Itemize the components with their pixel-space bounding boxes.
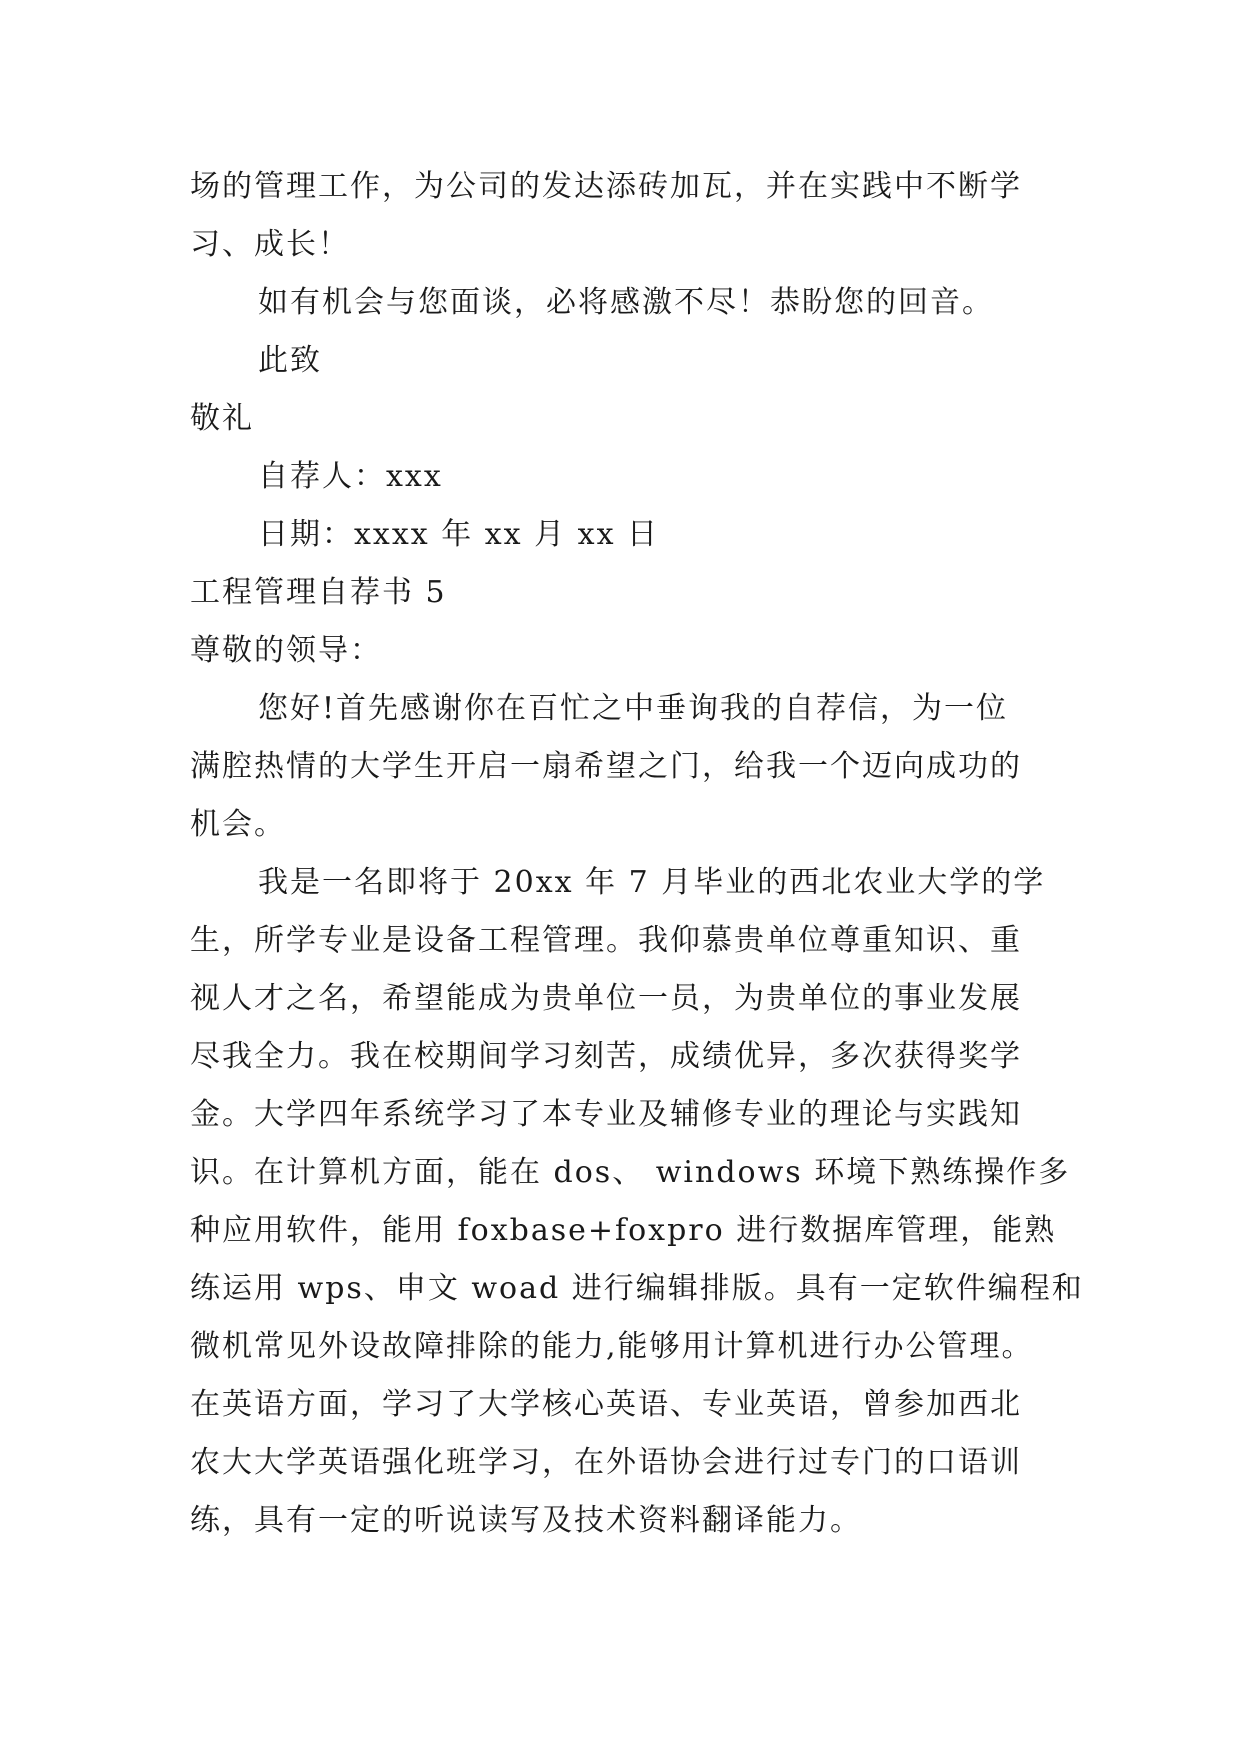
text-line: 您好!首先感谢你在百忙之中垂询我的自荐信，为一位 <box>258 691 1009 726</box>
text-line: 敬礼 <box>190 401 254 436</box>
text-line: 机会。 <box>190 807 286 842</box>
text-line: 满腔热情的大学生开启一扇希望之门，给我一个迈向成功的 <box>190 749 1022 784</box>
text-line: 日期：xxxx 年 xx 月 xx 日 <box>258 517 660 552</box>
text-line: 识。在计算机方面，能在 dos、 windows 环境下熟练操作多 <box>190 1155 1071 1190</box>
text-line: 工程管理自荐书 5 <box>190 575 447 610</box>
text-line: 视人才之名，希望能成为贵单位一员，为贵单位的事业发展 <box>190 981 1022 1016</box>
text-line: 练，具有一定的听说读写及技术资料翻译能力。 <box>190 1503 862 1538</box>
document-body <box>190 158 1084 1550</box>
text-line: 微机常见外设故障排除的能力,能够用计算机进行办公管理。 <box>190 1329 1034 1364</box>
text-line: 练运用 wps、申文 woad 进行编辑排版。具有一定软件编程和 <box>190 1271 1084 1306</box>
text-line: 习、成长！ <box>190 227 350 262</box>
text-line: 尽我全力。我在校期间学习刻苦，成绩优异，多次获得奖学 <box>190 1039 1022 1074</box>
text-line: 场的管理工作，为公司的发达添砖加瓦，并在实践中不断学 <box>190 169 1022 204</box>
text-line: 种应用软件，能用 foxbase+foxpro 进行数据库管理，能熟 <box>190 1213 1057 1248</box>
text-line: 在英语方面，学习了大学核心英语、专业英语，曾参加西北 <box>190 1387 1022 1422</box>
text-line: 我是一名即将于 20xx 年 7 月毕业的西北农业大学的学 <box>258 865 1046 900</box>
text-line: 生，所学专业是设备工程管理。我仰慕贵单位尊重知识、重 <box>190 923 1022 958</box>
text-line: 自荐人：xxx <box>258 459 443 494</box>
text-line: 尊敬的领导： <box>190 633 382 668</box>
text-line: 如有机会与您面谈，必将感激不尽！恭盼您的回音。 <box>258 285 994 320</box>
text-line: 农大大学英语强化班学习，在外语协会进行过专门的口语训 <box>190 1445 1022 1480</box>
text-line: 此致 <box>258 343 322 378</box>
text-line: 金。大学四年系统学习了本专业及辅修专业的理论与实践知 <box>190 1097 1022 1132</box>
